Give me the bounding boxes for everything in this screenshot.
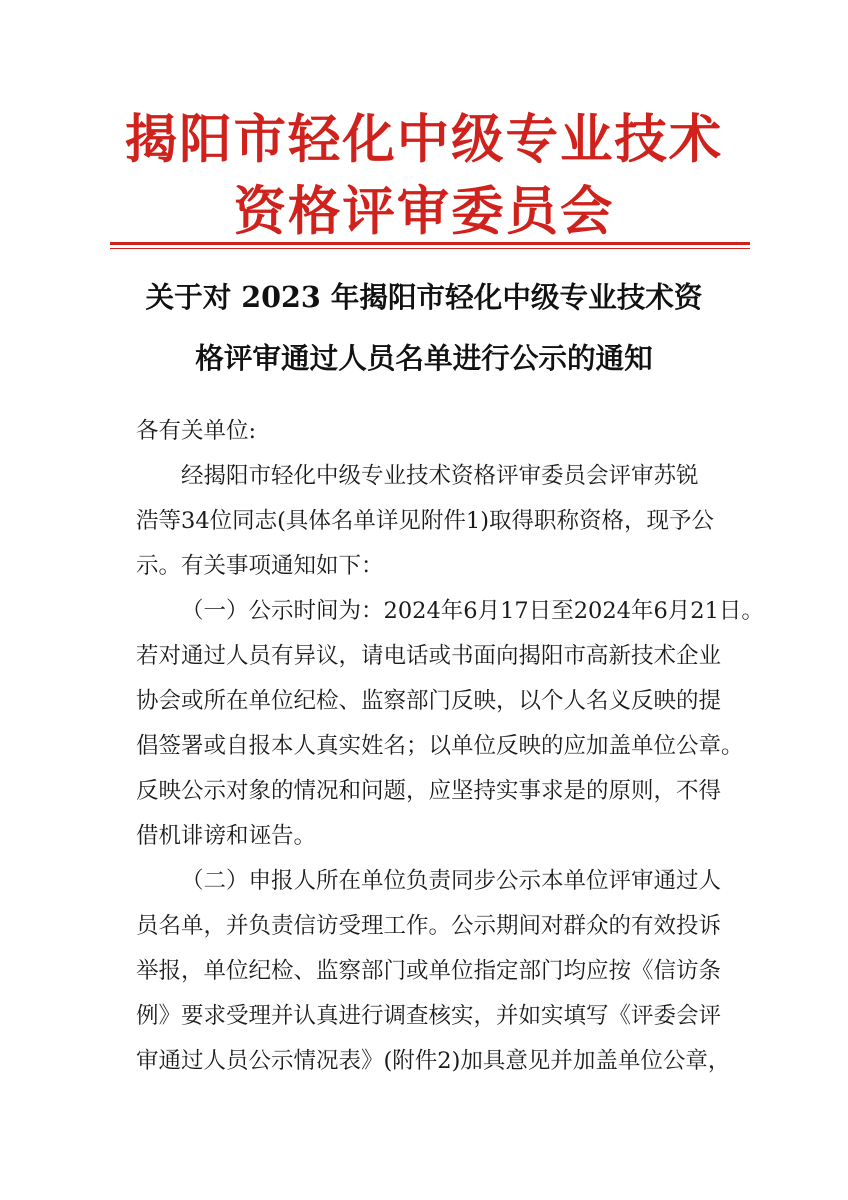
- body-line: 经揭阳市轻化中级专业技术资格评审委员会评审苏锐: [181, 463, 699, 489]
- body-line: 员名单，并负责信访受理工作。公示期间对群众的有效投诉: [136, 913, 722, 939]
- body-line: 协会或所在单位纪检、监察部门反映，以个人名义反映的提: [136, 688, 722, 714]
- body-line: 倡签署或自报本人真实姓名；以单位反映的应加盖单位公章。: [136, 733, 744, 759]
- body-line: （一）公示时间为：2024年6月17日至2024年6月21日。: [181, 598, 764, 624]
- body-line: 审通过人员公示情况表》(附件2)加具意见并加盖单位公章，: [136, 1048, 731, 1074]
- masthead-line-2: 资格评审委员会: [233, 181, 615, 242]
- body-line: 示。有关事项通知如下：: [136, 553, 384, 579]
- salutation: 各有关单位:: [136, 418, 257, 444]
- masthead-line-1: 揭阳市轻化中级专业技术: [124, 109, 724, 170]
- body-line: 例》要求受理并认真进行调查核实，并如实填写《评委会评: [136, 1003, 722, 1029]
- body-line: 浩等34位同志(具体名单详见附件1)取得职称资格，现予公: [136, 508, 715, 534]
- notice-title-line-1: 关于对 2023 年揭阳市轻化中级专业技术资: [145, 280, 703, 314]
- masthead-red-rule-thin: [110, 248, 750, 249]
- body-line: 若对通过人员有异议，请电话或书面向揭阳市高新技术企业: [136, 643, 722, 669]
- body-line: （二）申报人所在单位负责同步公示本单位评审通过人: [181, 868, 722, 894]
- notice-title-line-2: 格评审通过人员名单进行公示的通知: [195, 341, 653, 375]
- body-line: 举报，单位纪检、监察部门或单位指定部门均应按《信访条: [136, 958, 722, 984]
- body-line: 借机诽谤和诬告。: [136, 823, 317, 849]
- masthead-red-rule-thick: [110, 242, 750, 245]
- body-line: 反映公示对象的情况和问题，应坚持实事求是的原则，不得: [136, 778, 722, 804]
